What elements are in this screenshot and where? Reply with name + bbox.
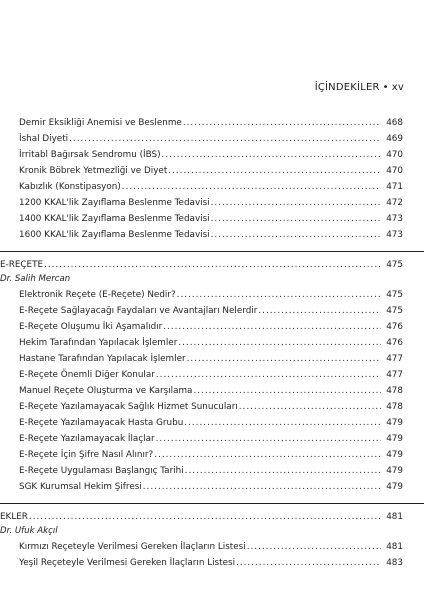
dot-leader	[122, 179, 381, 195]
section-title: E-REÇETE	[0, 260, 44, 270]
running-header-bullet: •	[382, 82, 389, 93]
toc-entry-title: E-Reçete Uygulaması Başlangıç Tarihi	[19, 466, 184, 476]
dot-leader	[236, 555, 381, 571]
toc-entry-page: 479	[386, 418, 403, 428]
toc-entry-page: 479	[386, 482, 403, 492]
dot-leader	[183, 115, 381, 131]
running-header-title: İÇİNDEKİLER	[314, 82, 380, 93]
toc-entry-page: 470	[386, 166, 403, 176]
dot-leader	[156, 431, 381, 447]
toc-entry-title: Yeşil Reçeteyle Verilmesi Gereken İlaçların Listesi	[19, 558, 236, 568]
toc-entry[interactable]	[19, 303, 403, 319]
toc-entry[interactable]	[19, 383, 403, 399]
toc-entry[interactable]	[19, 131, 403, 147]
dot-leader	[185, 463, 381, 479]
toc-entry[interactable]	[19, 179, 403, 195]
toc-entry-page: 479	[386, 466, 403, 476]
running-header-page-number: xv	[391, 82, 404, 93]
toc-entry[interactable]	[19, 539, 403, 555]
dot-leader	[69, 131, 381, 147]
toc-entry-title: E-Reçete Önemli Diğer Konular	[19, 370, 155, 380]
toc-entry-title: Kırmızı Reçeteyle Verilmesi Gereken İlaçların Listesi	[19, 542, 246, 552]
section-divider	[0, 251, 424, 252]
section-divider	[0, 503, 424, 504]
section-page: 475	[386, 260, 403, 270]
toc-entry-title: E-Reçete Yazılamayacak İlaçlar	[19, 434, 155, 444]
toc-entry-page: 483	[386, 558, 403, 568]
toc-entry-page: 476	[386, 322, 403, 332]
dot-leader	[239, 399, 381, 415]
toc-entry-title: 1400 KKAL'lik Zayıflama Beslenme Tedavisi	[19, 214, 210, 224]
toc-entry-page: 473	[386, 230, 403, 240]
toc-entry[interactable]	[19, 195, 403, 211]
dot-leader	[211, 227, 381, 243]
dot-leader	[177, 287, 381, 303]
toc-entry-title: E-Reçete Sağlayacağı Faydaları ve Avantajları Nelerdir	[19, 306, 258, 316]
dot-leader	[211, 211, 381, 227]
toc-entry[interactable]	[19, 463, 403, 479]
toc-entry[interactable]	[19, 211, 403, 227]
toc-entry-title: SGK Kurumsal Hekim Şifresi	[19, 482, 142, 492]
section-title: EKLER	[0, 512, 28, 522]
toc-entry-title: 1200 KKAL'lik Zayıflama Beslenme Tedavisi	[19, 198, 210, 208]
running-header	[315, 82, 404, 93]
section-author: Dr. Salih Mercan	[0, 274, 71, 284]
dot-leader	[258, 303, 381, 319]
toc-entry[interactable]	[19, 431, 403, 447]
dot-leader	[29, 509, 381, 525]
toc-entry-title: 1600 KKAL'lik Zayıflama Beslenme Tedavisi	[19, 230, 210, 240]
toc-entry[interactable]	[19, 287, 403, 303]
toc-entry-title: Hekim Tarafından Yapılacak İşlemler	[19, 338, 178, 348]
toc-entry-page: 478	[386, 402, 403, 412]
toc-entry-page: 472	[386, 198, 403, 208]
toc-section-heading[interactable]	[0, 509, 403, 525]
toc-entry-page: 476	[386, 338, 403, 348]
toc-entry-title: E-Reçete Yazılamayacak Hasta Grubu	[19, 418, 184, 428]
toc-entry-page: 470	[386, 150, 403, 160]
toc-entry-page: 477	[386, 354, 403, 364]
dot-leader	[168, 163, 381, 179]
toc-entry[interactable]	[19, 319, 403, 335]
toc-entry-title: E-Reçete Oluşumu İki Aşamalıdır	[19, 322, 163, 332]
dot-leader	[178, 335, 381, 351]
toc-entry-title: E-Reçete İçin Şifre Nasıl Alınır?	[19, 450, 154, 460]
section-author: Dr. Ufuk Akçıl	[0, 526, 58, 536]
toc-entry-title: E-Reçete Yazılamayacak Sağlık Hizmet Sunucuları	[19, 402, 238, 412]
dot-leader	[44, 257, 381, 273]
toc-entry-page: 481	[386, 542, 403, 552]
toc-entry-title: Kronik Böbrek Yetmezliği ve Diyet	[19, 166, 168, 176]
toc-entry-page: 473	[386, 214, 403, 224]
toc-entry[interactable]	[19, 447, 403, 463]
toc-section-heading[interactable]	[0, 257, 403, 273]
toc-entry-page: 479	[386, 434, 403, 444]
toc-entry[interactable]	[19, 479, 403, 495]
section-page: 481	[386, 512, 403, 522]
toc-entry-page: 475	[386, 306, 403, 316]
toc-entry[interactable]	[19, 367, 403, 383]
toc-entry-title: İshal Diyeti	[19, 134, 69, 144]
toc-entry-page: 475	[386, 290, 403, 300]
dot-leader	[154, 447, 381, 463]
toc-entry-title: Elektronik Reçete (E-Reçete) Nedir?	[19, 290, 176, 300]
toc-entry-page: 478	[386, 386, 403, 396]
toc-entry-title: Demir Eksikliği Anemisi ve Beslenme	[19, 118, 182, 128]
toc-entry-page: 471	[386, 182, 403, 192]
dot-leader	[193, 383, 381, 399]
toc-entry[interactable]	[19, 555, 403, 571]
dot-leader	[163, 319, 381, 335]
dot-leader	[143, 479, 381, 495]
toc-entry[interactable]	[19, 335, 403, 351]
toc-entry-page: 477	[386, 370, 403, 380]
toc-entry[interactable]	[19, 399, 403, 415]
toc-entry[interactable]	[19, 163, 403, 179]
toc-entry-title: Kabızlık (Konstipasyon)	[19, 182, 121, 192]
toc-entry[interactable]	[19, 415, 403, 431]
dot-leader	[211, 195, 381, 211]
toc-entry-title: İrritabl Bağırsak Sendromu (İBS)	[19, 150, 161, 160]
dot-leader	[247, 539, 381, 555]
toc-entry-page: 468	[386, 118, 403, 128]
dot-leader	[156, 367, 381, 383]
toc-entry-title: Manuel Reçete Oluşturma ve Karşılama	[19, 386, 193, 396]
toc-entry[interactable]	[19, 227, 403, 243]
dot-leader	[187, 351, 381, 367]
toc-entry[interactable]	[19, 147, 403, 163]
toc-entry-page: 479	[386, 450, 403, 460]
toc-entry-page: 469	[386, 134, 403, 144]
toc-entry-title: Hastane Tarafından Yapılacak İşlemler	[19, 354, 186, 364]
dot-leader	[162, 147, 381, 163]
dot-leader	[184, 415, 381, 431]
toc-entry[interactable]	[19, 351, 403, 367]
toc-entry[interactable]	[19, 115, 403, 131]
